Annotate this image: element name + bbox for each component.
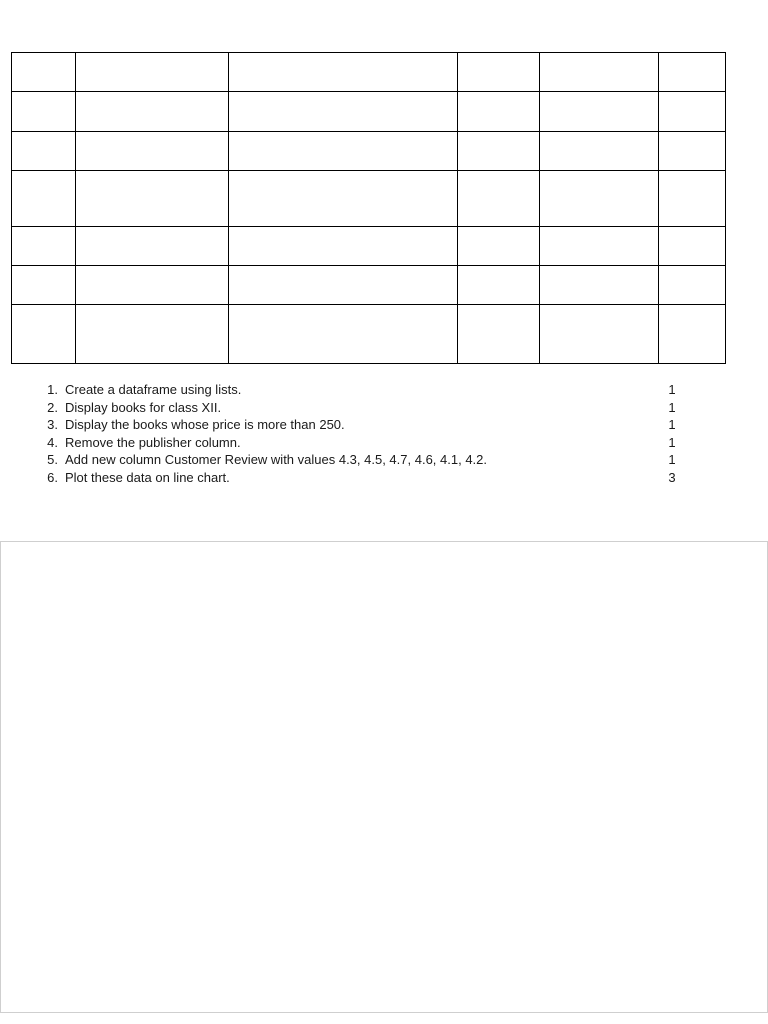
table-cell [12, 171, 76, 227]
table-cell [229, 53, 458, 92]
table-cell [458, 305, 540, 364]
question-item [40, 451, 690, 469]
question-text: Display books for class XII. [65, 399, 222, 415]
table-cell [12, 227, 76, 266]
question-text: Display the books whose price is more than 250. [65, 417, 345, 433]
table-cell [540, 227, 659, 266]
table-cell [458, 227, 540, 266]
table-cell [229, 305, 458, 364]
table-cell [659, 171, 726, 227]
question-marks: 1 [668, 452, 676, 468]
question-number: 3. [47, 417, 58, 433]
table-cell [458, 92, 540, 132]
table-cell [229, 266, 458, 305]
table-cell [12, 53, 76, 92]
table-cell [76, 132, 229, 171]
table-cell [76, 53, 229, 92]
question-item [40, 469, 690, 487]
table-row [12, 305, 726, 364]
table-cell [659, 227, 726, 266]
question-marks: 1 [668, 382, 676, 397]
table-cell [540, 92, 659, 132]
table-cell [659, 305, 726, 364]
table-cell [458, 266, 540, 305]
question-number: 5. [47, 452, 58, 468]
table-cell [659, 132, 726, 171]
table-cell [76, 266, 229, 305]
question-list [40, 381, 690, 487]
table-cell [458, 132, 540, 171]
table-row [12, 92, 726, 132]
question-number: 4. [47, 434, 58, 450]
question-item [40, 434, 690, 452]
table-cell [229, 92, 458, 132]
question-item [40, 399, 690, 417]
table-cell [458, 53, 540, 92]
question-marks: 3 [668, 469, 676, 485]
table-cell [76, 92, 229, 132]
table-row [12, 171, 726, 227]
question-text: Add new column Customer Review with values 4.3, 4.5, 4.7, 4.6, 4.1, 4.2. [65, 452, 487, 468]
table-cell [76, 227, 229, 266]
table-row [12, 227, 726, 266]
question-marks: 1 [668, 434, 676, 450]
table-cell [540, 305, 659, 364]
table-row [12, 53, 726, 92]
question-number: 2. [47, 399, 58, 415]
table-cell [229, 171, 458, 227]
table-cell [76, 171, 229, 227]
table-cell [229, 227, 458, 266]
table-cell [659, 92, 726, 132]
question-text: Plot these data on line chart. [65, 469, 230, 485]
question-marks: 1 [668, 417, 676, 433]
question-item [40, 381, 690, 399]
empty-data-table [11, 52, 726, 364]
table-cell [540, 53, 659, 92]
question-number: 6. [47, 469, 58, 485]
table-cell [12, 266, 76, 305]
table-cell [76, 305, 229, 364]
table-cell [540, 132, 659, 171]
table-row [12, 266, 726, 305]
table-cell [659, 53, 726, 92]
table-cell [540, 171, 659, 227]
question-number: 1. [47, 382, 58, 397]
question-item [40, 416, 690, 434]
question-marks: 1 [668, 399, 676, 415]
next-page [0, 541, 768, 1013]
table-cell [229, 132, 458, 171]
table-cell [12, 132, 76, 171]
table-cell [659, 266, 726, 305]
question-text: Remove the publisher column. [65, 434, 241, 450]
table-cell [12, 92, 76, 132]
table-cell [540, 266, 659, 305]
table-cell [458, 171, 540, 227]
table-cell [12, 305, 76, 364]
table-row [12, 132, 726, 171]
question-text: Create a dataframe using lists. [65, 382, 242, 397]
